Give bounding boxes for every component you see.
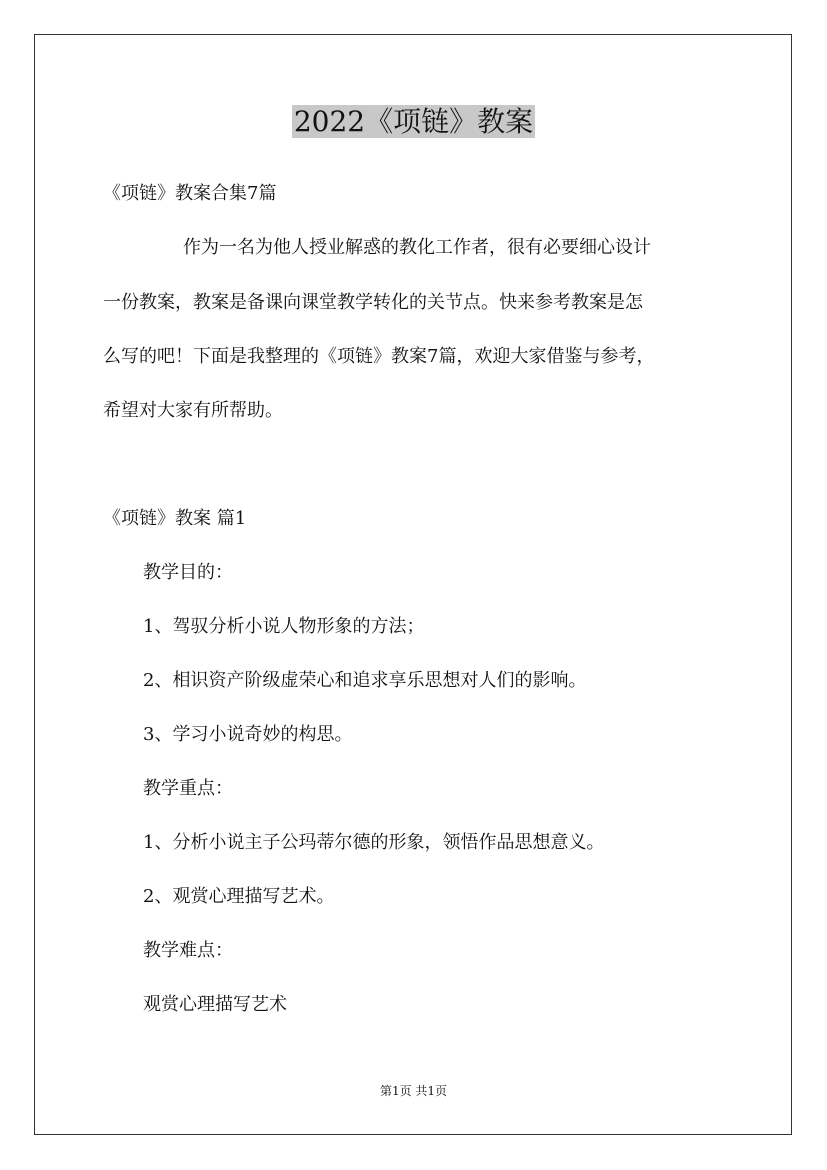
key-points-label: 教学重点：	[143, 778, 233, 799]
key-point-item-2: 2、观赏心理描写艺术。	[143, 886, 335, 907]
section-heading: 《项链》教案 篇1	[103, 508, 247, 529]
goal-item-2: 2、相识资产阶级虚荣心和追求享乐思想对人们的影响。	[143, 670, 587, 691]
intro-line-2: 一份教案，教案是备课向课堂教学转化的关节点。快来参考教案是怎	[103, 292, 643, 313]
key-point-item-1: 1、分析小说主子公玛蒂尔德的形象，领悟作品思想意义。	[143, 832, 605, 853]
goals-label: 教学目的：	[143, 562, 233, 583]
goal-item-3: 3、学习小说奇妙的构思。	[143, 724, 353, 745]
document-subtitle: 《项链》教案合集7篇	[103, 183, 277, 204]
goal-item-1: 1、驾驭分析小说人物形象的方法；	[143, 616, 425, 637]
difficulties-label: 教学难点：	[143, 940, 233, 961]
difficulty-item-1: 观赏心理描写艺术	[143, 994, 287, 1015]
document-title: 2022《项链》教案	[293, 105, 534, 138]
intro-line-1: 作为一名为他人授业解惑的教化工作者，很有必要细心设计	[183, 237, 651, 258]
intro-line-3: 么写的吧！下面是我整理的《项链》教案7篇，欢迎大家借鉴与参考，	[103, 346, 655, 367]
intro-line-4: 希望对大家有所帮助。	[103, 400, 283, 421]
page-footer: 第1页 共1页	[379, 1084, 448, 1098]
